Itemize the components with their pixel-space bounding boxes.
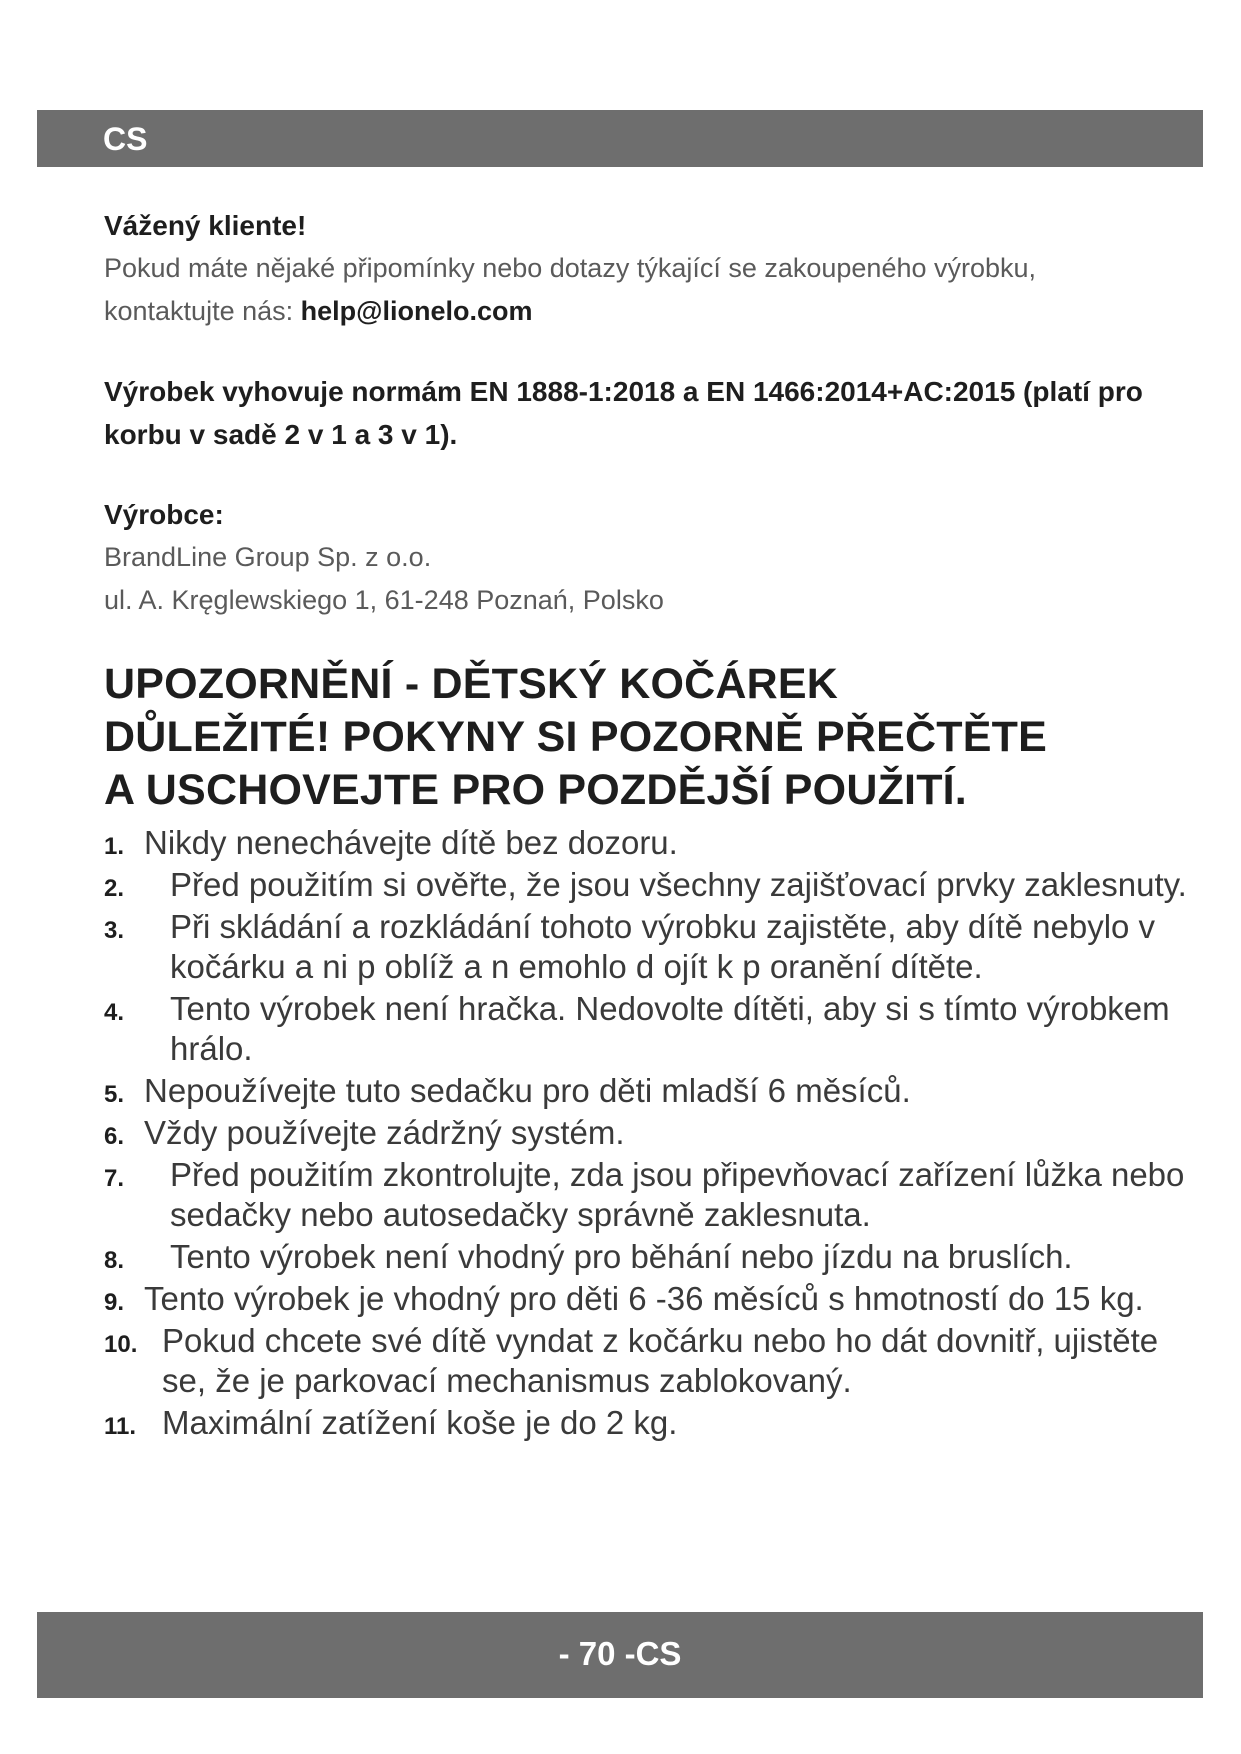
list-item-number: 6.: [104, 1123, 125, 1150]
list-item: [104, 865, 1194, 905]
contact-prefix: kontaktujte nás:: [104, 296, 301, 326]
list-item: [104, 907, 1194, 987]
contact-line-2: [104, 290, 1194, 333]
language-code: CS: [103, 121, 148, 157]
list-item-number: 3.: [104, 917, 125, 944]
warning-line-2: DŮLEŽITÉ! POKYNY SI POZORNĚ PŘEČTĚTE: [104, 713, 1047, 761]
contact-line-1: Pokud máte nějaké připomínky nebo dotazy týkající se zakoupeného výrobku,: [104, 253, 1037, 283]
list-item-text: Před použitím si ověřte, že jsou všechny zajišťovací prvky zaklesnuty.: [170, 866, 1187, 903]
list-item-text: Při skládání a rozkládání tohoto výrobku zajistěte, aby dítě nebylo v kočárku a ni p oblíž a n emohlo d ojít k p oranění dítěte.: [170, 908, 1156, 985]
warning-line-1: UPOZORNĚNÍ - DĚTSKÝ KOČÁREK: [104, 660, 839, 708]
page-content: [104, 205, 1194, 1445]
list-item-number: 5.: [104, 1081, 125, 1108]
list-item: [104, 1403, 1194, 1443]
list-item-number: 1.: [104, 833, 125, 860]
contact-email: help@lionelo.com: [300, 296, 533, 326]
safety-instructions-list: [104, 823, 1194, 1443]
warning-title: [104, 658, 1194, 817]
list-item-number: 11.: [104, 1413, 137, 1440]
header-bar: [37, 110, 1203, 167]
list-item-text: Tento výrobek není vhodný pro běhání nebo jízdu na bruslích.: [170, 1238, 1073, 1275]
page-number: - 70 -CS: [558, 1635, 682, 1672]
list-item-number: 8.: [104, 1247, 125, 1274]
list-item-text: Tento výrobek je vhodný pro děti 6 -36 měsíců s hmotností do 15 kg.: [144, 1280, 1144, 1317]
list-item-text: Nikdy nenechávejte dítě bez dozoru.: [144, 824, 678, 861]
list-item: [104, 989, 1194, 1069]
manufacturer-address: ul. A. Kręglewskiego 1, 61-248 Poznań, Polsko: [104, 585, 664, 615]
list-item-number: 4.: [104, 999, 125, 1026]
footer-bar: [37, 1612, 1203, 1698]
list-item-text: Nepoužívejte tuto sedačku pro děti mladší 6 měsíců.: [144, 1072, 911, 1109]
list-item: [104, 823, 1194, 863]
list-item: [104, 1071, 1194, 1111]
norms-statement: Výrobek vyhovuje normám EN 1888-1:2018 a EN 1466:2014+AC:2015 (platí pro korbu v sadě 2 v 1 a 3 v 1).: [104, 376, 1143, 450]
warning-line-3: A USCHOVEJTE PRO POZDĚJŠÍ POUŽITÍ.: [104, 766, 967, 814]
list-item-number: 2.: [104, 875, 125, 902]
manufacturer-label: Výrobce:: [104, 499, 224, 530]
list-item-text: Pokud chcete své dítě vyndat z kočárku nebo ho dát dovnitř, ujistěte se, že je parkovací mechanismus zablokovaný.: [162, 1322, 1159, 1399]
manufacturer-name: BrandLine Group Sp. z o.o.: [104, 542, 432, 572]
list-item-text: Před použitím zkontrolujte, zda jsou připevňovací zařízení lůžka nebo sedačky nebo autosedačky správně zaklesnuta.: [170, 1156, 1185, 1233]
list-item-number: 9.: [104, 1289, 125, 1316]
list-item-text: Vždy používejte zádržný systém.: [144, 1114, 625, 1151]
list-item-text: Maximální zatížení koše je do 2 kg.: [162, 1404, 678, 1441]
list-item: [104, 1155, 1194, 1235]
list-item-text: Tento výrobek není hračka. Nedovolte dítěti, aby si s tímto výrobkem hrálo.: [170, 990, 1170, 1067]
list-item: [104, 1321, 1194, 1401]
list-item-number: 10.: [104, 1331, 138, 1358]
list-item: [104, 1237, 1194, 1277]
greeting: Vážený kliente!: [104, 210, 307, 241]
list-item: [104, 1113, 1194, 1153]
list-item-number: 7.: [104, 1165, 125, 1192]
list-item: [104, 1279, 1194, 1319]
